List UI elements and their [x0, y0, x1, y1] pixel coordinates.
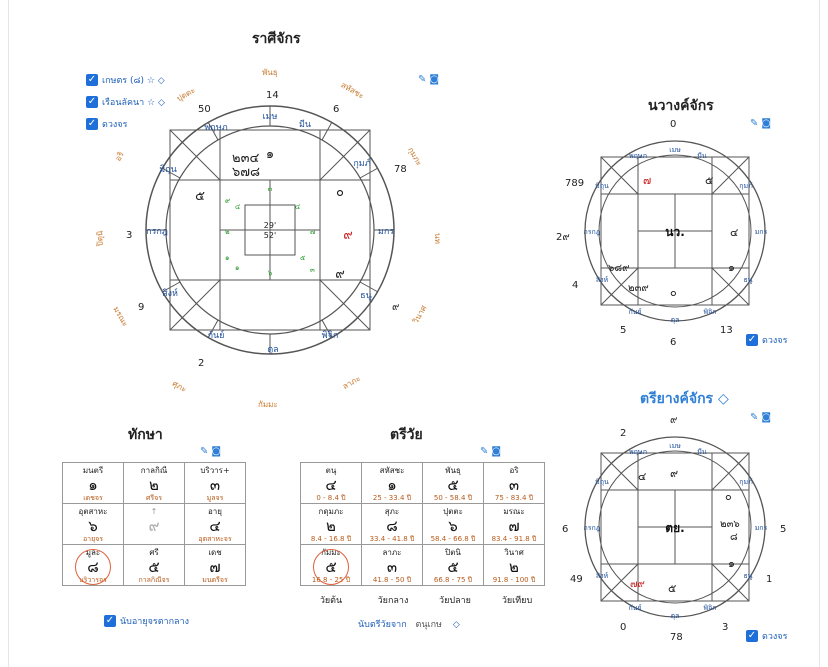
nav-sign-aries: เมษ [669, 146, 681, 154]
edit-icon[interactable]: ✎ [200, 446, 212, 457]
rasi-outer-num-0: 14 [266, 90, 279, 101]
ty-planet-aquarius: ๐ [725, 490, 732, 503]
option-duangjon[interactable]: ✓ ดวงจร [87, 118, 128, 130]
treeyang-outer-4: 1 [766, 574, 773, 585]
rasi-outer-num-1: 6 [333, 104, 340, 115]
svg-text:๓: ๓ [267, 185, 273, 193]
svg-text:๖: ๖ [267, 269, 273, 277]
ty-planet-libra: ๕ [668, 582, 677, 595]
taksa-title: ทักษา [128, 427, 163, 443]
ty-planet-taurus: ๔ [638, 470, 647, 483]
edit-icon[interactable]: ✎ [750, 118, 762, 129]
treeyang-outer-10: 2 [620, 428, 627, 439]
taksa-cell: มนตรี ๑ เดชจร [63, 463, 124, 504]
camera-icon[interactable]: ◙ [429, 74, 443, 85]
ty-sign-virgo: กันย์ [628, 604, 642, 612]
planets-gemini: ๕ [195, 189, 205, 204]
treeyang-center: ตย. [665, 521, 685, 535]
treewai-cell: ตนุ ๔ 0 - 8.4 ปี [301, 463, 362, 504]
planets-capricorn: ๙ [343, 228, 353, 243]
taksa-grid [62, 462, 246, 586]
taksa-cell: กาลกิณี ๒ ศรีจร [124, 463, 185, 504]
sign-sagittarius: ธนู [360, 291, 372, 301]
nav-planet-taurus: ๗ [643, 174, 652, 187]
house-label-kumpha: กุมภะ [406, 145, 424, 168]
svg-text:๔: ๔ [235, 203, 241, 211]
rasi-outer-num-2: 78 [394, 164, 407, 175]
ty-sign-leo: สิงห์ [595, 572, 609, 580]
svg-text:๗: ๗ [310, 228, 316, 236]
navang-center: นว. [665, 225, 685, 239]
navang-outer-9: 2๙ [556, 232, 570, 243]
ty-sign-pisces: มีน [697, 448, 707, 456]
nav-planet-capricorn: ๔ [730, 226, 739, 239]
house-label-puttra: ปุตตะ [175, 85, 197, 104]
taksa-cell: เดช ๗ มนตรีจร [185, 545, 246, 586]
treewai-cell: กดุมภะ ๒ 8.4 - 16.8 ปี [301, 504, 362, 545]
treewai-cell: วินาศ ๒ 91.8 - 100 ปี [484, 545, 545, 586]
nav-planet-leo: ๖๘๙ [608, 263, 630, 274]
treeyang-wheel [580, 432, 773, 622]
ty-planet-sagittarius: ๑ [728, 557, 735, 570]
sign-virgo: กันย์ [207, 331, 225, 341]
navang-duangjon-toggle[interactable]: ✓ ดวงจร [747, 334, 788, 346]
sign-scorpio: พิจิก [321, 331, 339, 341]
age-label: วัยปลาย [439, 596, 471, 606]
navang-outer-5: 13 [720, 325, 733, 336]
age-label: วัยต้น [319, 596, 343, 606]
camera-icon[interactable]: ◙ [491, 446, 505, 457]
nav-sign-capricorn: มกร [754, 228, 768, 236]
treewai-cell: สุภะ ๘ 33.4 - 41.8 ปี [362, 504, 423, 545]
navang-outer-7: 5 [620, 325, 627, 336]
house-label-phantu: พันธุ [262, 68, 278, 77]
nav-planet-pisces: ๕ [705, 174, 714, 187]
option-kaset[interactable]: ✓ เกษตร (๘) ☆ ◇ [87, 74, 165, 86]
nav-planet-libra: ๐ [670, 286, 677, 299]
ty-sign-scorpio: พิจิก [703, 604, 717, 612]
treeyang-title[interactable]: ตรียางค์จักร ◇ [640, 391, 729, 407]
treewai-cell: มรณะ ๗ 83.4 - 91.8 ปี [484, 504, 545, 545]
treewai-toolbar [480, 446, 504, 457]
highlight-circle [75, 549, 111, 585]
svg-text:๔: ๔ [295, 203, 301, 211]
navang-wheel [580, 136, 770, 326]
nav-planet-sagittarius: ๑ [728, 261, 735, 274]
ty-planet-aries: ๙ [670, 467, 679, 480]
taksa-cell: อายุ ๔ อุตสาหะจร [185, 504, 246, 545]
ty-sign-capricorn: มกร [754, 524, 768, 532]
nav-sign-sagittarius: ธนู [743, 276, 753, 284]
highlight-circle [313, 549, 349, 585]
navang-title: นวางค์จักร [648, 98, 714, 114]
sign-libra: ตุล [267, 345, 279, 355]
ty-sign-taurus: พฤษภ [628, 448, 648, 456]
svg-text:๙: ๙ [225, 197, 231, 205]
house-label-sahatcha: สหัสชะ [339, 80, 366, 101]
checkbox-icon[interactable]: ✓ [87, 118, 97, 129]
treeyang-outer-0: ๙ [670, 415, 678, 426]
treewai-cell: ปุตตะ ๖ 58.4 - 66.8 ปี [423, 504, 484, 545]
navang-outer-0: 0 [670, 119, 677, 130]
treewai-cell: กัมมะ ๕ 16.8 - 25 ปี [301, 545, 362, 586]
svg-text:๑: ๑ [225, 254, 230, 262]
camera-icon[interactable]: ◙ [761, 412, 775, 423]
rasi-outer-num-6: 2 [198, 358, 205, 369]
nav-sign-cancer: กรกฎ [583, 228, 601, 236]
nav-sign-virgo: กันย์ [628, 308, 642, 316]
treewai-title: ตรีวัย [390, 427, 423, 443]
treeyang-outer-9: 6 [562, 524, 569, 535]
treeyang-outer-6: 78 [670, 632, 683, 643]
option-ruean-lakana[interactable]: ✓ เรือนลัคนา ☆ ◇ [87, 96, 165, 108]
ty-sign-libra: ตุล [670, 612, 680, 620]
navang-outer-6: 6 [670, 337, 677, 348]
taksa-toolbar [200, 446, 224, 457]
age-label: วัยเทียบ [501, 596, 533, 606]
taksa-cell: บริวาร+ ๓ มูลจร [185, 463, 246, 504]
rasi-outer-num-9: 3 [126, 230, 133, 241]
house-label-ari: อริ [113, 150, 126, 163]
taksa-count-toggle[interactable]: ✓ นับอายุจรตากลาง [105, 615, 190, 627]
taksa-cell: ศรี ๕ กาลกิณีจร [124, 545, 185, 586]
treewai-cell: สหัสชะ ๑ 25 - 33.4 ปี [362, 463, 423, 504]
house-label-marana: มรณะ [111, 305, 130, 328]
checkbox-icon[interactable]: ✓ [747, 630, 757, 641]
rasi-wheel [140, 100, 400, 360]
ty-sign-aquarius: กุมภ์ [739, 478, 753, 486]
sign-capricorn: มกร [377, 227, 395, 237]
treeyang-outer-8: 49 [570, 574, 583, 585]
treewai-count-selector[interactable]: นับตรีวัยจาก ตนุเกษ ◇ [358, 620, 460, 630]
treeyang-duangjon-toggle[interactable]: ✓ ดวงจร [747, 630, 788, 642]
nav-sign-taurus: พฤษภ [628, 152, 648, 160]
navang-outer-10: 789 [565, 178, 585, 189]
svg-text:๒: ๒ [225, 228, 230, 236]
camera-icon[interactable]: ◙ [761, 118, 775, 129]
ty-sign-gemini: มิถุน [595, 478, 609, 486]
nav-planet-virgo: ๒๓๙ [628, 283, 649, 294]
sign-cancer: กรกฎ [146, 227, 168, 237]
house-label-supha: ศุภะ [170, 378, 188, 395]
planets-taurus-2: ๖๗๘ [232, 165, 261, 180]
svg-text:๓: ๓ [310, 266, 315, 274]
planets-aquarius: ๐ [336, 185, 344, 200]
svg-text:๑: ๑ [235, 264, 240, 272]
nav-sign-scorpio: พิจิก [703, 308, 717, 316]
svg-text:๕: ๕ [300, 254, 306, 262]
chevron-icon[interactable]: ◇ [452, 620, 460, 630]
rasi-title: ราศีจักร [252, 31, 301, 47]
sign-aries: เมษ [262, 112, 278, 122]
sign-leo: สิงห์ [162, 289, 178, 299]
sign-pisces: มีน [298, 120, 312, 130]
sign-aquarius: กุมภ์ [353, 159, 371, 169]
navang-toolbar [750, 118, 774, 129]
svg-text:๘: ๘ [730, 532, 738, 543]
house-label-kamma: กัมมะ [258, 400, 278, 409]
rasi-outer-num-5: ๙ [392, 302, 400, 313]
taksa-cell: มูละ ๘ บริวารจร [63, 545, 124, 586]
treeyang-toolbar [750, 412, 774, 423]
treeyang-outer-7: 0 [620, 622, 627, 633]
edit-icon[interactable]: ✎ [750, 412, 762, 423]
house-label-pitu: ปิตุนิ [95, 230, 105, 247]
edit-icon[interactable]: ✎ [480, 446, 492, 457]
nav-sign-libra: ตุล [670, 316, 680, 324]
rasi-toolbar [418, 74, 442, 85]
treeyang-outer-3: 5 [780, 524, 787, 535]
treewai-cell: อริ ๓ 75 - 83.4 ปี [484, 463, 545, 504]
sign-taurus: พฤษภ [204, 123, 228, 133]
ty-planet-capricorn: ๒๓๖ [720, 519, 740, 530]
checkbox-icon[interactable]: ✓ [87, 96, 97, 107]
navang-outer-8: 4 [572, 280, 579, 291]
center-degree: 29' [263, 221, 277, 230]
house-label-winat: วินาศ [410, 303, 429, 326]
count-select-value[interactable]: ตนุเกษ [415, 620, 442, 630]
nav-sign-leo: สิงห์ [595, 276, 609, 284]
treewai-cell: ปิตนิ ๕ 66.8 - 75 ปี [423, 545, 484, 586]
ty-sign-aries: เมษ [669, 442, 681, 450]
ty-planet-virgo: ๗๙ [630, 579, 645, 590]
ty-sign-sagittarius: ธนู [743, 572, 753, 580]
rasi-outer-num-8: 9 [138, 302, 145, 313]
sign-gemini: มิถุน [159, 165, 177, 175]
camera-icon[interactable]: ◙ [211, 446, 225, 457]
treewai-age-row [300, 593, 548, 607]
nav-sign-aquarius: กุมภ์ [739, 182, 753, 190]
ty-sign-cancer: กรกฎ [583, 524, 601, 532]
treewai-cell: พันธุ ๕ 50 - 58.4 ปี [423, 463, 484, 504]
planets-aries: ๑ [265, 147, 275, 162]
rasi-outer-num-11: 50 [198, 104, 211, 115]
treeyang-outer-5: 3 [722, 622, 729, 633]
checkbox-icon[interactable]: ✓ [87, 74, 97, 85]
edit-icon[interactable]: ✎ [418, 74, 430, 85]
nav-sign-pisces: มีน [697, 152, 707, 160]
taksa-center-cell: ↑ ๙ [124, 504, 185, 545]
age-label: วัยกลาง [377, 596, 409, 606]
checkbox-icon[interactable]: ✓ [747, 334, 757, 345]
planets-taurus-1: ๒๓๔ [232, 151, 260, 166]
checkbox-icon[interactable]: ✓ [105, 615, 115, 626]
treewai-grid [300, 462, 545, 586]
nav-sign-gemini: มิถุน [595, 182, 609, 190]
center-minute: 52' [263, 231, 277, 240]
treewai-cell: ลาภะ ๓ 41.8 - 50 ปี [362, 545, 423, 586]
planets-sagittarius: ๙ [335, 267, 345, 282]
house-label-not: นท [432, 233, 442, 244]
house-label-lapha: ลาภะ [341, 373, 362, 392]
taksa-cell: อุตสาหะ ๖ อายุจร [63, 504, 124, 545]
